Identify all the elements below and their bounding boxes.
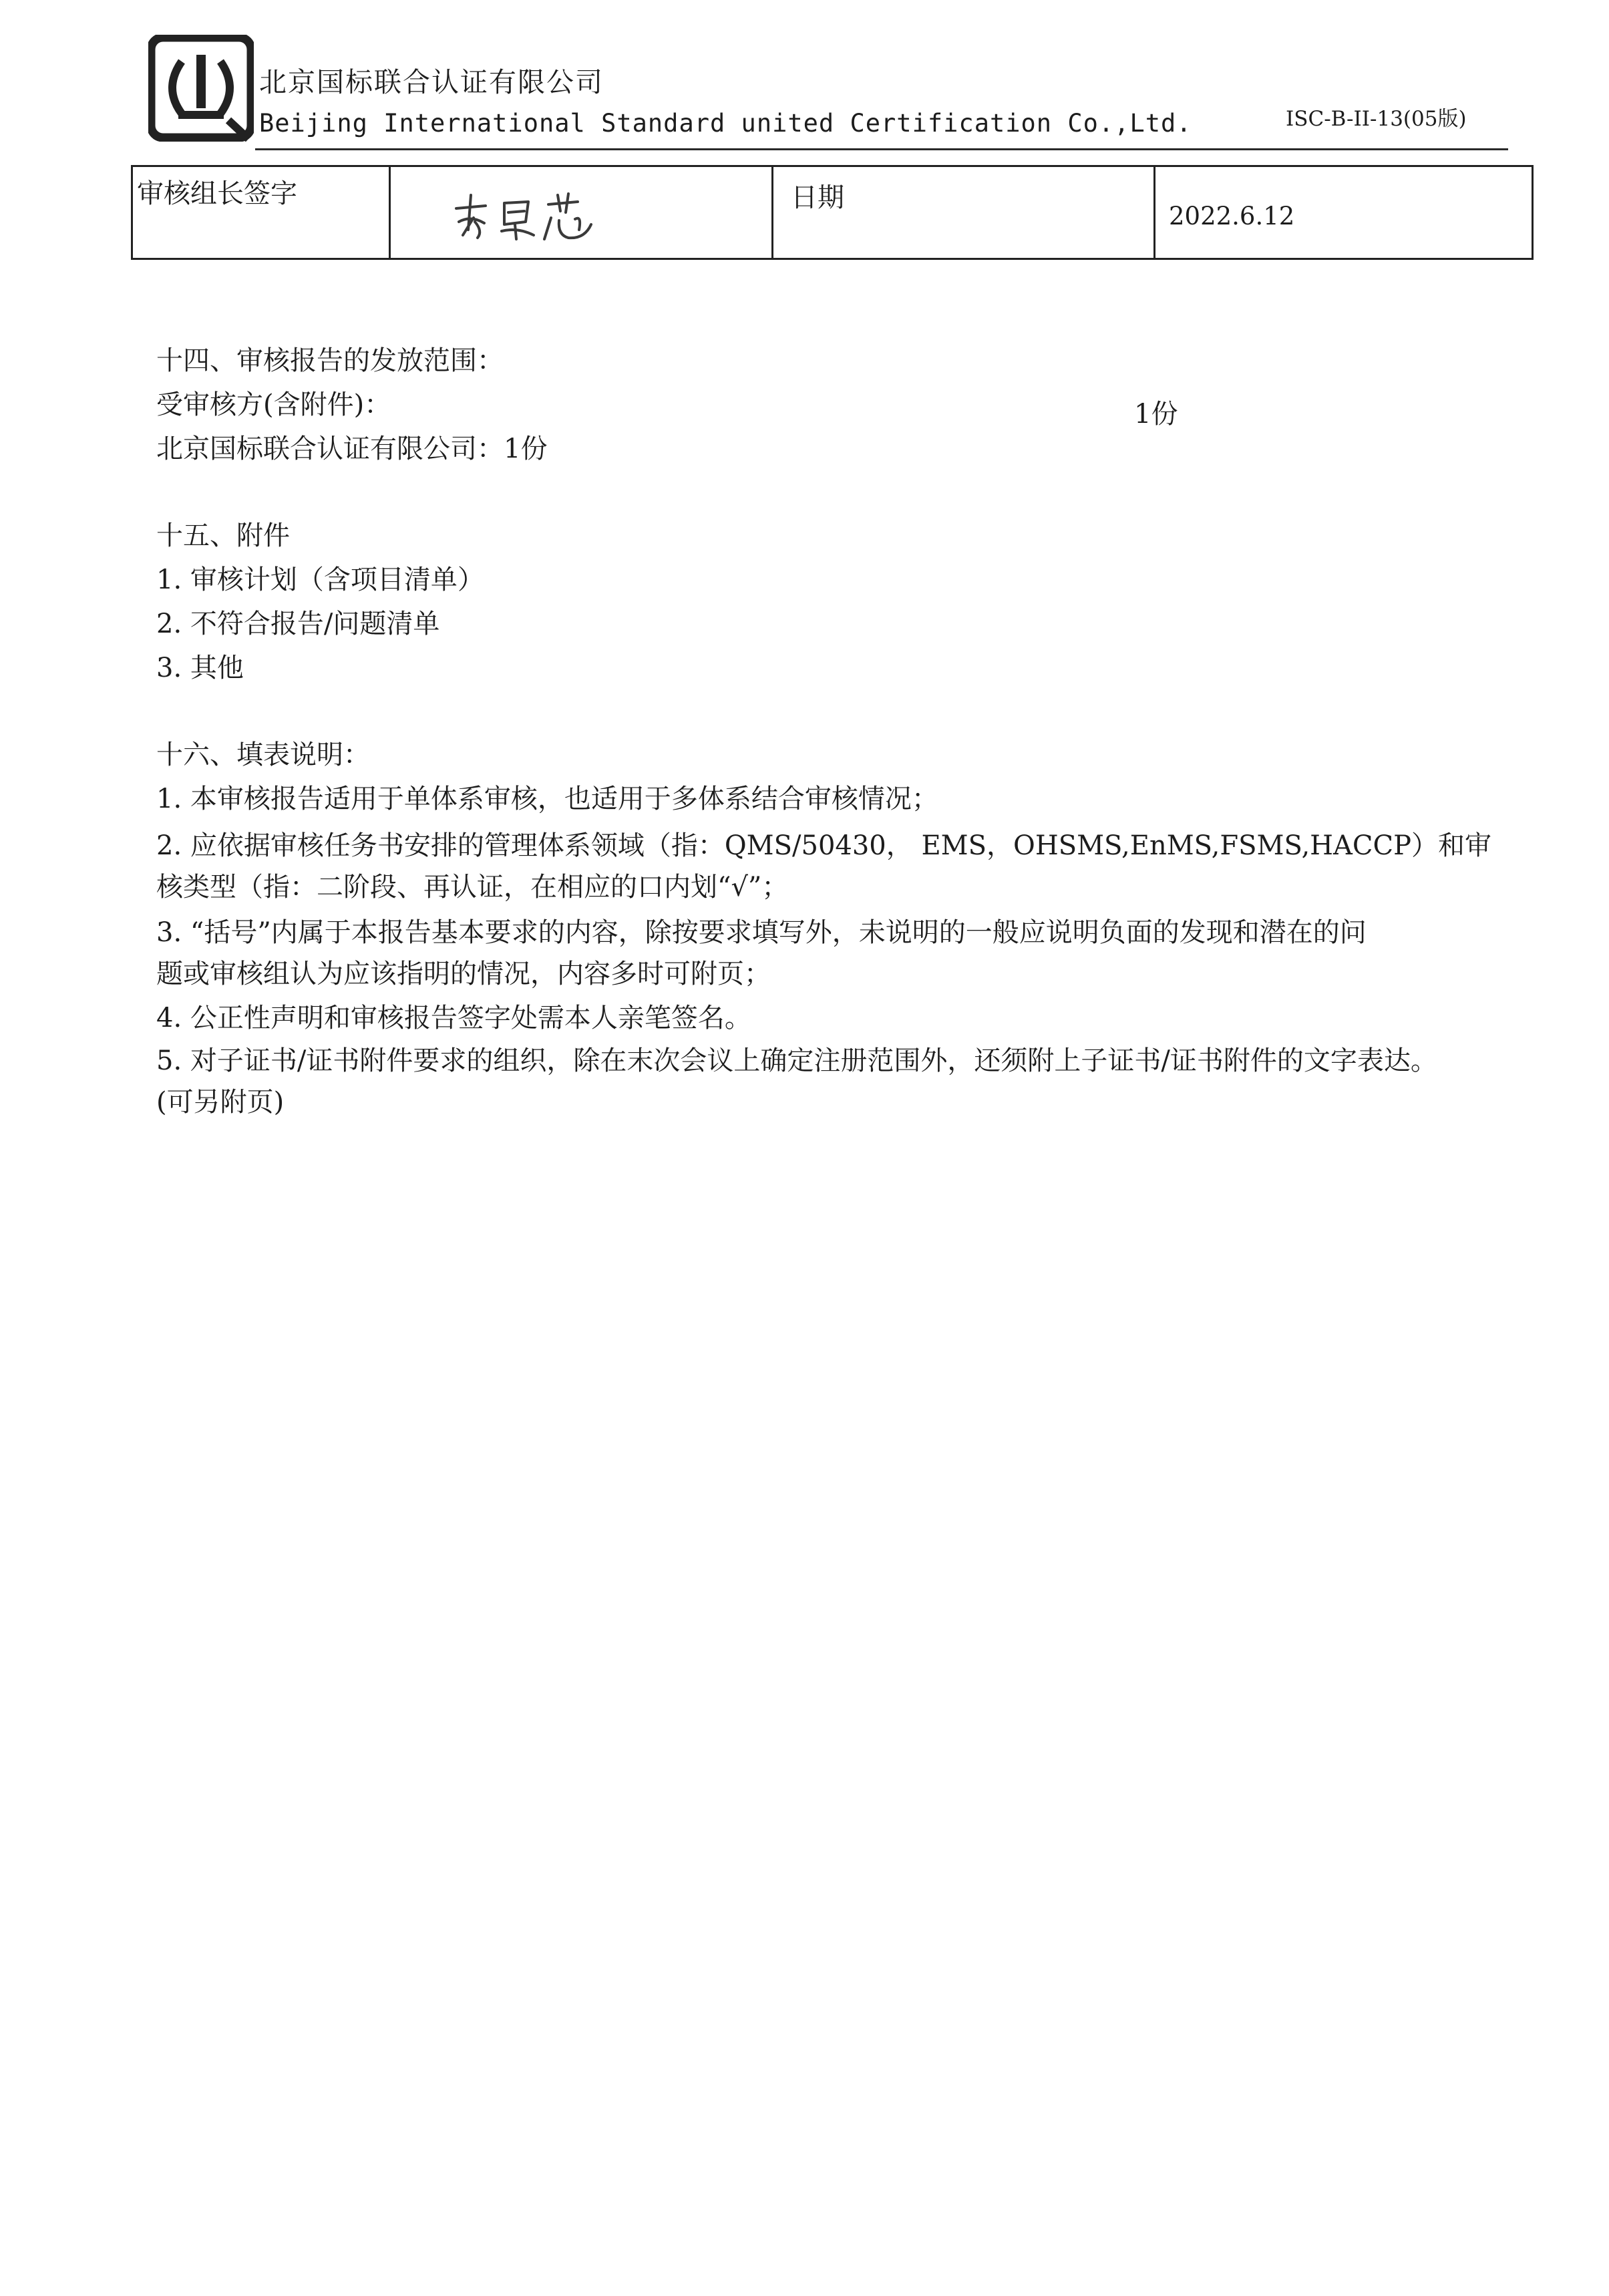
section16-line: 2. 应依据审核任务书安排的管理体系领域（指：QMS/50430， EMS，OHSMS,EnMS,FSMS,HACCP）和审 xyxy=(156,830,1492,861)
leader-sign-label: 审核组长签字 xyxy=(137,178,297,209)
section14-auditee-copies: 1份 xyxy=(1134,399,1178,430)
section16-line: 4. 公正性声明和审核报告签字处需本人亲笔签名。 xyxy=(156,1003,751,1033)
date-value-cell xyxy=(1153,167,1532,258)
section16-line: 3. “括号”内属于本报告基本要求的内容，除按要求填写外，未说明的一般应说明负面的发现和潜在的问 xyxy=(156,917,1367,948)
handwritten-signature xyxy=(451,188,604,242)
section16-line: 核类型（指：二阶段、再认证，在相应的口内划“√”； xyxy=(156,872,789,903)
company-name-cn: 北京国标联合认证有限公司 xyxy=(259,66,604,98)
section15-title: 十五、附件 xyxy=(156,520,290,551)
section16-line: 1. 本审核报告适用于单体系审核，也适用于多体系结合审核情况； xyxy=(156,784,938,814)
section14-auditee-line: 受审核方(含附件)： xyxy=(156,389,391,420)
leader-signature-cell xyxy=(389,167,771,258)
date-label-cell xyxy=(771,167,1153,258)
company-name-en: Beijing International Standard united Certification Co.,Ltd. xyxy=(259,109,1192,138)
section16-line: 5. 对子证书/证书附件要求的组织，除在末次会议上确定注册范围外，还须附上子证书/证书附件的文字表达。 xyxy=(156,1045,1437,1076)
company-logo-icon xyxy=(148,35,254,142)
section16-title: 十六、填表说明： xyxy=(156,740,370,770)
section14-title: 十四、审核报告的发放范围： xyxy=(156,345,504,376)
document-code: ISC-B-II-13(05版) xyxy=(1286,107,1467,131)
section15-item: 3. 其他 xyxy=(156,653,244,683)
section16-line: (可另附页) xyxy=(156,1087,285,1118)
section15-item: 2. 不符合报告/问题清单 xyxy=(156,609,440,639)
section16-line: 题或审核组认为应该指明的情况，内容多时可附页； xyxy=(156,959,771,989)
header-divider xyxy=(255,148,1508,150)
section15-item: 1. 审核计划（含项目清单） xyxy=(156,564,484,595)
leader-sign-label-cell xyxy=(133,167,389,258)
date-label: 日期 xyxy=(791,182,844,213)
section14-company-line: 北京国标联合认证有限公司：1份 xyxy=(156,434,548,464)
signature-table xyxy=(131,165,1534,260)
date-value: 2022.6.12 xyxy=(1169,202,1295,230)
